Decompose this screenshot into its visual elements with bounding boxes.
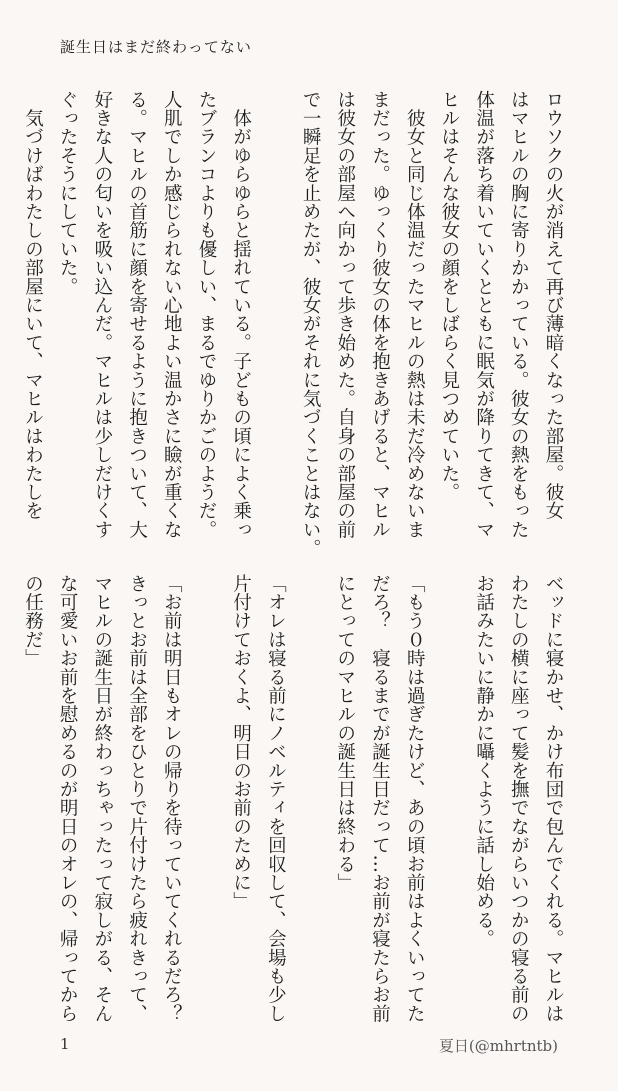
dialogue-column: 「オレは寝る前にノベルティを回収して、会場も少し [265,574,287,1023]
text-column: で一瞬足を止めたが、彼女がそれに気づくことはない。 [300,90,322,558]
text-column: まだった。ゆっくり彼女の体を抱きあげると、マヒル [369,90,391,539]
author-credit: 夏日(@mhrtntb) [438,1037,558,1055]
dialogue-column: きっとお前は全部をひとりで片付けたら疲れきって、 [126,574,148,1023]
story-section-top [15,90,570,558]
blank-line [188,574,223,1014]
dialogue-column: マヒルの誕生日が終わっちゃったって寂しがる、そん [91,574,113,1023]
text-column: る。マヒルの首筋に顔を寄せるように抱きついて、大 [126,90,148,539]
page-number: 1 [60,1035,70,1053]
text-column: ベッドに寝かせ、かけ布団で包んでくれる。マヒルは [543,574,564,1023]
text-column: お話みたいに静かに囁くように話し始める。 [473,574,495,948]
blank-line [258,90,293,540]
page-title: 誕生日はまだ終わってない [60,38,252,56]
text-column: ロウソクの火が消えて再び薄暗くなった部屋。彼女 [543,90,564,521]
story-section-bottom [15,574,570,1023]
blank-line [292,574,327,1014]
text-column: たブランコよりも優しい、まるでゆりかごのようだ。 [195,90,217,539]
dialogue-column: 「お前は明日もオレの帰りを待っていてくれるだろ？ [161,574,183,1023]
dialogue-column: にとってのマヒルの誕生日は終わる」 [334,574,356,892]
dialogue-column: だろ？ 寝るまでが誕生日だって…お前が寝たらお前 [369,574,391,1023]
dialogue-column: 「もう０時は過ぎたけど、あの頃お前はよくいってた [404,574,426,1023]
text-column: ヒルはそんな彼女の顔をしばらく見つめていた。 [438,90,460,502]
text-column: 好きな人の匂いを吸い込んだ。マヒルは少しだけくす [91,90,113,539]
text-column: 体温が落ち着いていくとともに眠気が降りてきて、マ [473,90,495,539]
blank-line [431,574,466,1014]
text-column: 気づけばわたしの部屋にいて、マヒルはわたしを [22,90,44,521]
dialogue-column: の任務だ」 [22,574,44,668]
text-column: はマヒルの胸に寄りかかっている。彼女の熱をもった [508,90,530,539]
text-column: 体がゆらゆらと揺れている。子どもの頃によく乗っ [230,90,252,539]
text-column: 彼女と同じ体温だったマヒルの熱は未だ冷めないま [404,90,426,539]
text-column: は彼女の部屋へ向かって歩き始めた。自身の部屋の前 [334,90,356,539]
text-column: わたしの横に座って髪を撫でながらいつかの寝る前の [508,574,530,1023]
dialogue-column: な可愛いお前を慰めるのが明日のオレの、帰ってから [57,574,79,1023]
dialogue-column: 片付けておくよ、明日のお前のために」 [230,574,252,911]
text-column: 人肌でしか感じられない心地よい温かさに瞼が重くな [161,90,183,539]
text-column: ぐったそうにしていた。 [57,90,79,296]
